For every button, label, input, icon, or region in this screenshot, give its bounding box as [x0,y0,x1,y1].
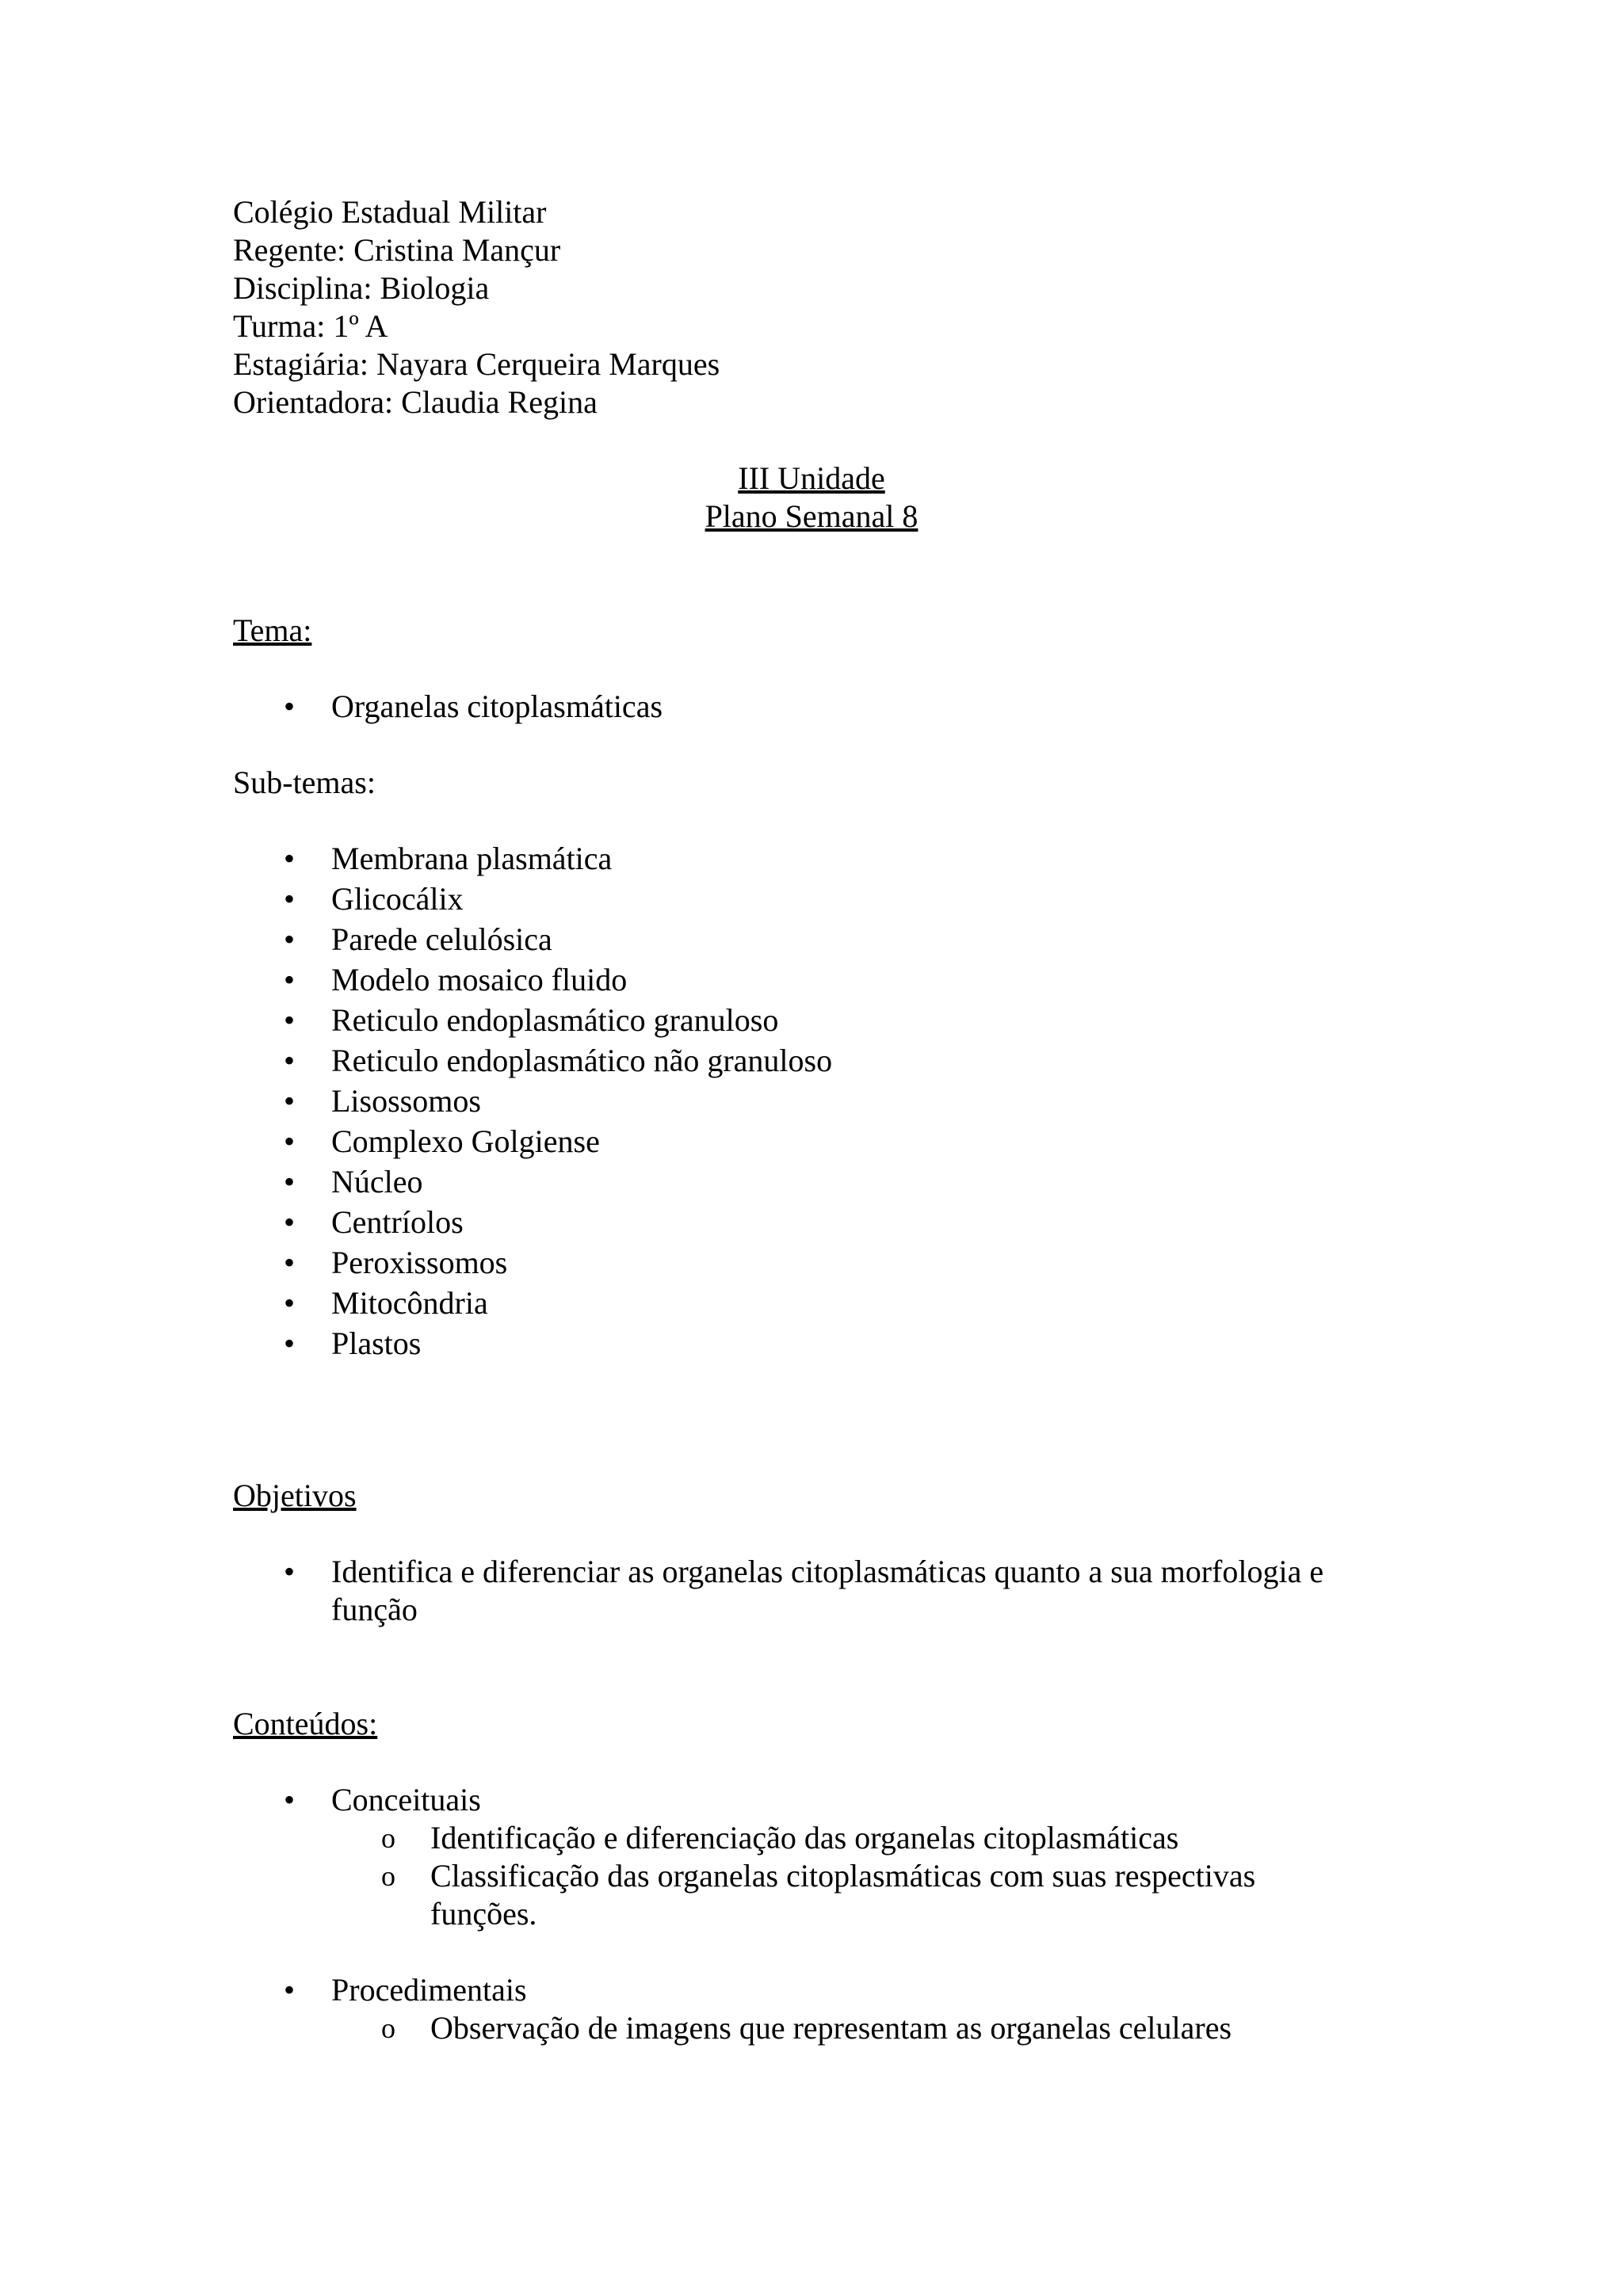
bullet-icon: • [284,688,296,724]
bullet-icon: • [284,1554,296,1589]
list-item-text: Reticulo endoplasmático não granuloso [331,1043,833,1078]
bullet-icon: • [284,881,296,917]
list-item-text: Glicocálix [331,881,464,917]
bullet-icon: • [284,1204,296,1240]
bullet-icon: • [284,1123,296,1159]
list-item-text: Identifica e diferenciar as organelas citoplasmáticas quanto a sua morfologia e função [331,1554,1324,1627]
bullet-icon: • [284,1164,296,1199]
sub-bullet-icon: o [381,1822,395,1854]
bullet-icon: • [284,841,296,876]
bullet-icon: • [284,1782,296,1817]
sub-list-item-text: Classificação das organelas citoplasmáticas com suas respectivas funções. [430,1858,1256,1932]
sub-list-item-text: Observação de imagens que representam as organelas celulares [430,2010,1232,2046]
list-item-text: Procedimentais [331,1972,527,2008]
list-item-text: Modelo mosaico fluido [331,962,628,997]
disciplina-line: Disciplina: Biologia [233,270,490,306]
unidade-title: III Unidade [738,460,885,496]
objetivos-heading: Objetivos [233,1478,357,1513]
tema-heading: Tema: [233,612,312,648]
bullet-icon: • [284,1245,296,1280]
regente-line: Regente: Cristina Mançur [233,232,561,268]
list-item-text: Conceituais [331,1782,481,1817]
sub-bullet-icon: o [381,2012,395,2044]
sub-list-item-text: Identificação e diferenciação das organelas citoplasmáticas [430,1820,1179,1855]
list-item-text: Peroxissomos [331,1245,508,1280]
bullet-icon: • [284,1083,296,1119]
bullet-icon: • [284,1002,296,1038]
list-item-text: Complexo Golgiense [331,1123,600,1159]
bullet-icon: • [284,1043,296,1078]
list-item-text: Organelas citoplasmáticas [331,688,663,724]
list-item-text: Mitocôndria [331,1285,488,1321]
list-item-text: Centríolos [331,1204,464,1240]
school-name: Colégio Estadual Militar [233,194,547,230]
conteudos-heading: Conteúdos: [233,1706,378,1741]
list-item-text: Núcleo [331,1164,423,1199]
list-item-text: Plastos [331,1325,422,1361]
turma-line: Turma: 1º A [233,308,388,344]
list-item-text: Reticulo endoplasmático granuloso [331,1002,779,1038]
bullet-icon: • [284,921,296,957]
orientadora-line: Orientadora: Claudia Regina [233,384,598,420]
list-item-text: Membrana plasmática [331,841,613,876]
subtemas-heading: Sub-temas: [233,765,376,800]
sub-bullet-icon: o [381,1860,395,1892]
bullet-icon: • [284,1325,296,1361]
plano-title: Plano Semanal 8 [705,498,918,534]
estagiaria-line: Estagiária: Nayara Cerqueira Marques [233,346,720,382]
list-item-text: Parede celulósica [331,921,552,957]
bullet-icon: • [284,1285,296,1321]
list-item-text: Lisossomos [331,1083,481,1119]
bullet-icon: • [284,962,296,997]
bullet-icon: • [284,1972,296,2008]
